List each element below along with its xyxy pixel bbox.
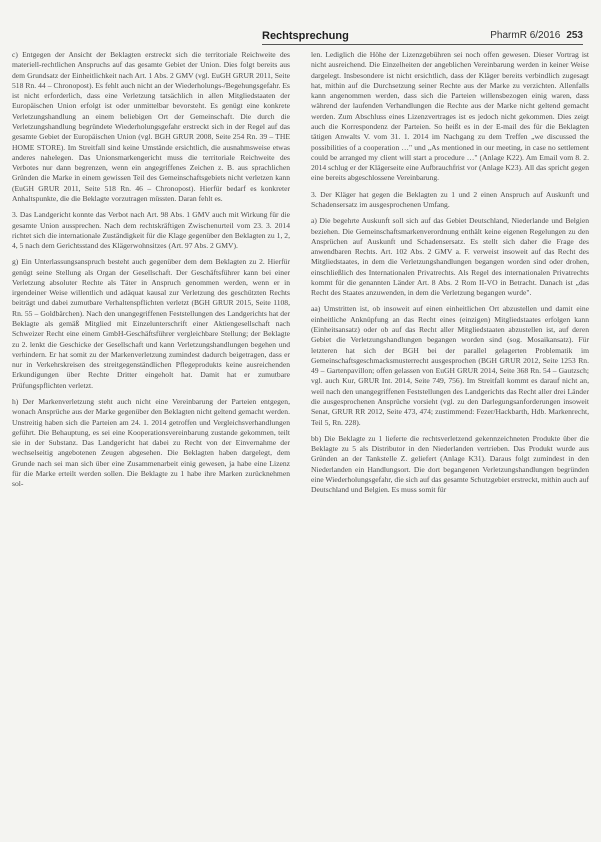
paragraph: h) Der Markenverletzung steht auch nicht eine Vereinbarung der Parteien entgegen, wonach Ansprüche aus der Marke gegenüber den Beklagten nicht geltend gemacht werden. Unstreitig haben sich die Parteien am 24. 1. 2014 getroffen und Vergleichsverhandlungen geführt. Die Behauptung, es sei eine Kooperationsvereinbarung zustande gekommen, teilt sie in der Substanz. Das Landgericht hat dabei zu Recht von der Einvernahme der wechselseitig angebotenen Zeugen abgesehen. Die Beklagten haben dargelegt, dem Grunde nach sei man sich über eine Zusammenarbeit einig gewesen, ja habe eine Lizenz für die Marke erteilt werden sollen. Die Beklagte zu 1 habe ihre Marken zurücknehmen sol- — [12, 397, 290, 489]
paragraph: c) Entgegen der Ansicht der Beklagten erstreckt sich die territoriale Reichweite des materiell-rechtlichen Anspruchs auf das gesamte Gebiet der Union. Dies folgt bereits aus dem Grundsatz der Einheitlichkeit nach Art. 1 Abs. 2 GMV (vgl. EuGH GRUR 2011, Seite 518 Rn. 44 – Chronopost). Es fehlt auch nicht an der Wiederholungs-/Begehungsgefahr. Es ist nicht erforderlich, dass eine Verletzung tatsächlich in allen Mitgliedstaaten der Europäischen Union erfolgt ist oder unmittelbar bevorsteht. Es genügt eine konkrete Verletzungshandlung an einem beliebigen Ort der Gemeinschaft. Die durch die Verletzungshandlung begründete Wiederholungsgefahr erstreckt sich in der Regel auf das gesamte Gebiet der Europäischen Union (vgl. BGH GRUR 2008, Seite 254 Rn. 39 – THE HOME STORE). Im Streitfall sind keine Umstände ersichtlich, die ausnahmsweise etwas anderes nahelegen. Das Unionsmarkengericht muss die territoriale Reichweite des Verbotes nur dann begrenzen, wenn ein angegriffenes Zeichen z. B. aus sprachlichen Gründen die Marke in einem gewissen Teil des Gemeinschaftsgebiets nicht verletzen kann (EuGH GRUR 2011, Seite 518 Rn. 46 – Chronopost). Hierfür bedarf es konkreter Anhaltspunkte, die die Beklagte vorzutragen müssten. Daran fehlt es. — [12, 50, 290, 203]
paragraph: g) Ein Unterlassungsanspruch besteht auch gegenüber dem dem Beklagten zu 2. Hierfür genügt seine Stellung als Organ der Gesellschaft. Der Geschäftsführer kann bei einer Verletzung absoluter Rechte als Täter in Anspruch genommen werden, wenn er in irgendeiner Weise willentlich und adäquat kausal zur Verletzung des geschützten Rechts beiträgt und dabei zumutbare Verhaltenspflichten verletzt (BGH GRUR 2015, Seite 1108, Rn. 55 – Goldbärchen). Nach den unangegriffenen Feststellungen des Landgerichts hat der Beklagte als gemäß Mitglied mit Einzelunterschrift einer Aktiengesellschaft nach Schweizer Recht eine einem GmbH-Geschäftsführer vergleichbare Stellung; der Beklagte zu 2. lenkt die Geschicke der Gesellschaft und kann Verletzungshandlungen begehen und verhindern. Er hat somit zu der Markenverletzung zumindest dadurch beigetragen, dass er nur in Verkehrskreisen des streitgegenständlichen Pflegeprodukts keine ausreichenden Erkundigungen über Rechte Dritter eingeholt hat. Damit hat er zumutbare Prüfungspflichten verletzt. — [12, 257, 290, 390]
paragraph: 3. Der Kläger hat gegen die Beklagten zu 1 und 2 einen Anspruch auf Auskunft und Schadensersatz im ausgesprochenen Umfang. — [311, 189, 589, 209]
page-number: 253 — [566, 30, 583, 41]
right-column — [311, 50, 589, 838]
header-rule — [262, 44, 583, 45]
paragraph: a) Die begehrte Auskunft soll sich auf das Gebiet Deutschland, Niederlande und Belgien beziehen. Die Gemeinschaftsmarkenverordnung enthält keine eigenen Regelungen zu den Ansprüchen auf Auskunft und Schadensersatz. Es stellt sich daher die Frage des anwendbaren Rechts. Art. 102 Abs. 2 GMV a. F. verweist insoweit auf das Recht des Mitgliedstaates, in dem die Verletzungshandlungen begangen worden sind oder drohen, einschließlich des Internationalen Privatrechts. Als Regel des internationalen Privatrechts kommt für die genannten Länder Art. 8 Abs. 2 Rom II-VO in Betracht. Danach ist „das Recht des Staates anzuwenden, in dem die Verletzung begangen wurde". — [311, 216, 589, 298]
paragraph: bb) Die Beklagte zu 1 lieferte die rechtsverletzend gekennzeichneten Produkte über die Beklagte zu 5 als Distributor in den Niederlanden vertrieben. Das Produkt wurde aus Gründen an der Tankstelle Z. geliefert (Anlage K31). Daraus folgt zumindest in den Niederlanden ein Handlungsort. Die dort begangenen Verletzungshandlungen begründen eine Wiederholungsgefahr, die sich auf das gesamte Schutzgebiet erstreckt, mithin auch auf Deutschland und Belgien. Es muss somit für — [311, 433, 589, 495]
running-header — [0, 0, 601, 44]
section-title: Rechtsprechung — [262, 30, 349, 42]
paragraph: 3. Das Landgericht konnte das Verbot nach Art. 98 Abs. 1 GMV auch mit Wirkung für die gesamte Union aussprechen. Nach dem rechtskräftigen Zwischenurteil vom 23. 3. 2014 richtet sich die internationale Zuständigkeit für die Klage gegenüber den Beklagten zu 1, 2, 4, 5 nach dem Gerichtsstand des Klägerwohnsitzes (Art. 97 Abs. 2 GMV). — [12, 210, 290, 251]
journal-reference — [490, 30, 583, 41]
paragraph: aa) Umstritten ist, ob insoweit auf einen einheitlichen Ort abzustellen und damit eine einheitliche Anknüpfung an das Recht eines (einzigen) Mitgliedstaates erfolgen kann (Einheitsansatz) oder ob auf das Recht aller Mitgliedstaaten abzustellen ist, auf deren Gebiet die Verletzungshandlungen begangen worden sind (sog. Mosaikansatz). Für letzteren hat sich der BGH bei der parallel gelagerten Problematik im Gemeinschaftsgeschmacksmusterrecht ausgesprochen (BGH GRUR 2012, Seite 1253 Rn. 49 – Gartenpavillon; offen gelassen von EuGH GRUR 2014, Seite 368 Rn. 54 – Gautzsch; vgl. auch Kur, GRUR Int. 2014, Seite 749, 756). Im Streitfall kommt es darauf nicht an, weil nach den unangegriffenen Feststellungen des Landgerichts das Recht aller drei Länder die ausgesprochenen Ansprüche vorsieht (vgl. zu den Darlegungsanforderungen insoweit Senat, GRUR RR 2012, Seite 473, 474; zustimmend: Fezer/Hackbarth, Hdb. Markenrecht, Teil 5, Rn. 228). — [311, 304, 589, 427]
journal-issue: PharmR 6/2016 — [490, 30, 561, 41]
left-column — [12, 50, 290, 838]
paragraph: len. Lediglich die Höhe der Lizenzgebühren sei noch offen gewesen. Dieser Vortrag ist nicht ausreichend. Die Einzelheiten der angeblichen Vereinbarung werden in keiner Weise dargelegt. Insbesondere ist nicht ersichtlich, dass der Kläger bereits verbindlich zugesagt hat, mithin auf die Durchsetzung seiner Rechte aus der Marke zu verzichten. Allenfalls kann angenommen werden, dass sich die Parteien willensbezogen einig waren, dass während der laufenden Verhandlungen die Rechte aus der Marke nicht geltend gemacht werden. Zum Abschluss eines Lizenzvertrages ist es jedoch nicht gekommen. Dies zeigt auch die Korrespondenz der Parteien. So heißt es in der E-mail des für die Beklagten tätigen Anwalts V. vom 31. 1. 2014 im Nachgang zu dem Treffen „we discussed the possibilities of a cooperation …" und „As mentioned in our meeting, in case no settlement could be arranged my client will start a procedure …" (Anlage K22). Am Email vom 8. 2. 2014 schlug er der Klägerseite eine Aufbrauchfrist vor (Anlage K23). All das spricht gegen eine bereits abgeschlossene Vereinbarung. — [311, 50, 589, 183]
